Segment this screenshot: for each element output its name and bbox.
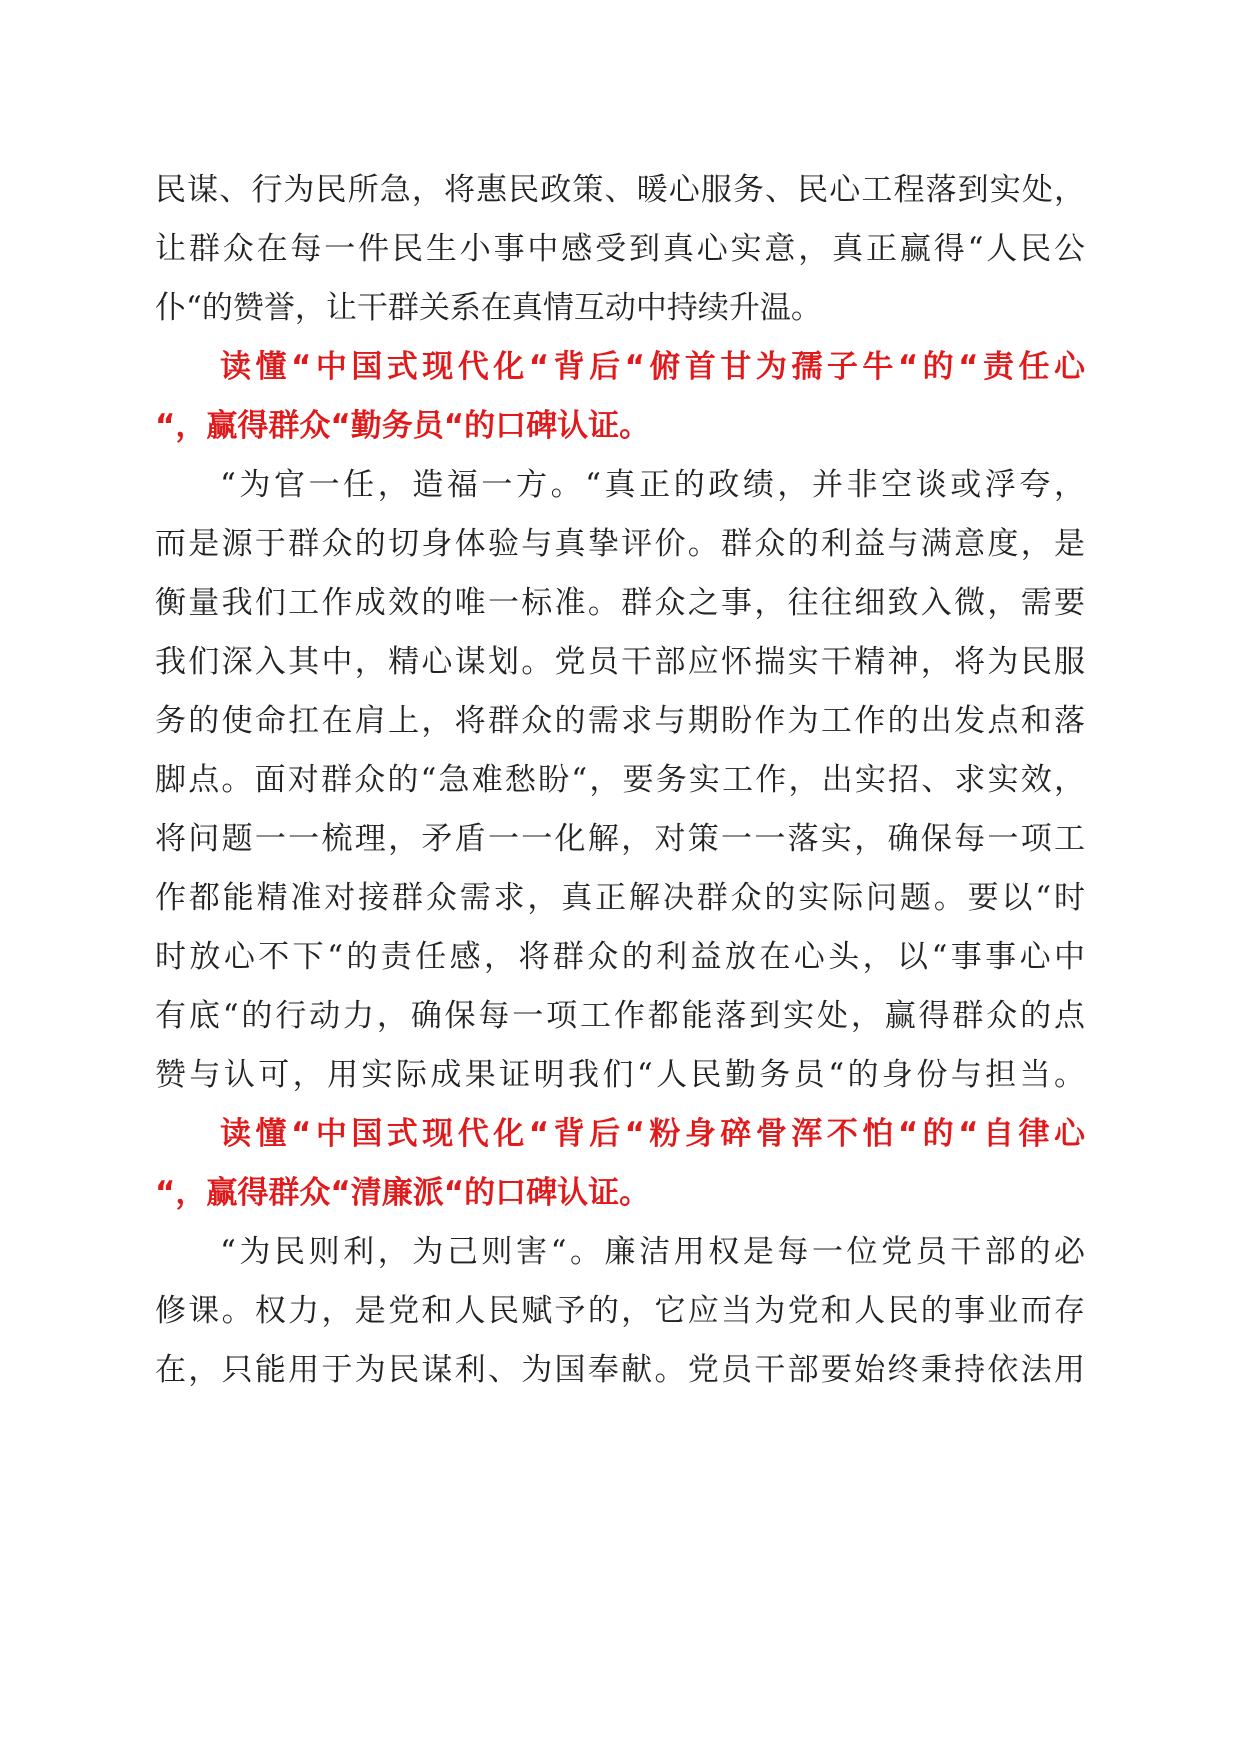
body-line-3: 仆“的赞誉，让干群关系在真情互动中持续升温。 xyxy=(155,290,822,326)
body-line-19: “为民则利，为己则害“。廉洁用权是每一位党员干部的必 xyxy=(220,1234,1085,1270)
body-line-7: 而是源于群众的切身体验与真挚评价。群众的利益与满意度，是 xyxy=(155,526,1085,562)
body-line-1: 民谋、行为民所急，将惠民政策、暖心服务、民心工程落到实处， xyxy=(155,172,1085,208)
body-line-20: 修课。权力，是党和人民赋予的，它应当为党和人民的事业而存 xyxy=(155,1293,1085,1329)
section-heading-1-line-1: 读懂“中国式现代化“背后“俯首甘为孺子牛“的“责任心 xyxy=(220,349,1085,385)
body-line-21: 在，只能用于为民谋利、为国奉献。党员干部要始终秉持依法用 xyxy=(155,1352,1085,1388)
body-line-11: 脚点。面对群众的“急难愁盼“，要务实工作，出实招、求实效， xyxy=(155,762,1085,798)
body-line-12: 将问题一一梳理，矛盾一一化解，对策一一落实，确保每一项工 xyxy=(155,821,1085,857)
body-line-2: 让群众在每一件民生小事中感受到真心实意，真正赢得“人民公 xyxy=(155,231,1085,267)
body-line-15: 有底“的行动力，确保每一项工作都能落到实处，赢得群众的点 xyxy=(155,998,1085,1034)
section-heading-2-line-1: 读懂“中国式现代化“背后“粉身碎骨浑不怕“的“自律心 xyxy=(220,1116,1085,1152)
body-line-8: 衡量我们工作成效的唯一标准。群众之事，往往细致入微，需要 xyxy=(155,585,1085,621)
section-heading-2-line-2: “，赢得群众“清廉派“的口碑认证。 xyxy=(155,1175,651,1211)
body-line-14: 时放心不下“的责任感，将群众的利益放在心头，以“事事心中 xyxy=(155,939,1085,975)
body-line-9: 我们深入其中，精心谋划。党员干部应怀揣实干精神，将为民服 xyxy=(155,644,1085,680)
body-line-13: 作都能精准对接群众需求，真正解决群众的实际问题。要以“时 xyxy=(155,880,1085,916)
body-line-16: 赞与认可，用实际成果证明我们“人民勤务员“的身份与担当。 xyxy=(155,1057,1085,1093)
body-line-10: 务的使命扛在肩上，将群众的需求与期盼作为工作的出发点和落 xyxy=(155,703,1085,739)
section-heading-1-line-2: “，赢得群众“勤务员“的口碑认证。 xyxy=(155,408,651,444)
body-line-6: “为官一任，造福一方。“真正的政绩，并非空谈或浮夸， xyxy=(220,467,1085,503)
